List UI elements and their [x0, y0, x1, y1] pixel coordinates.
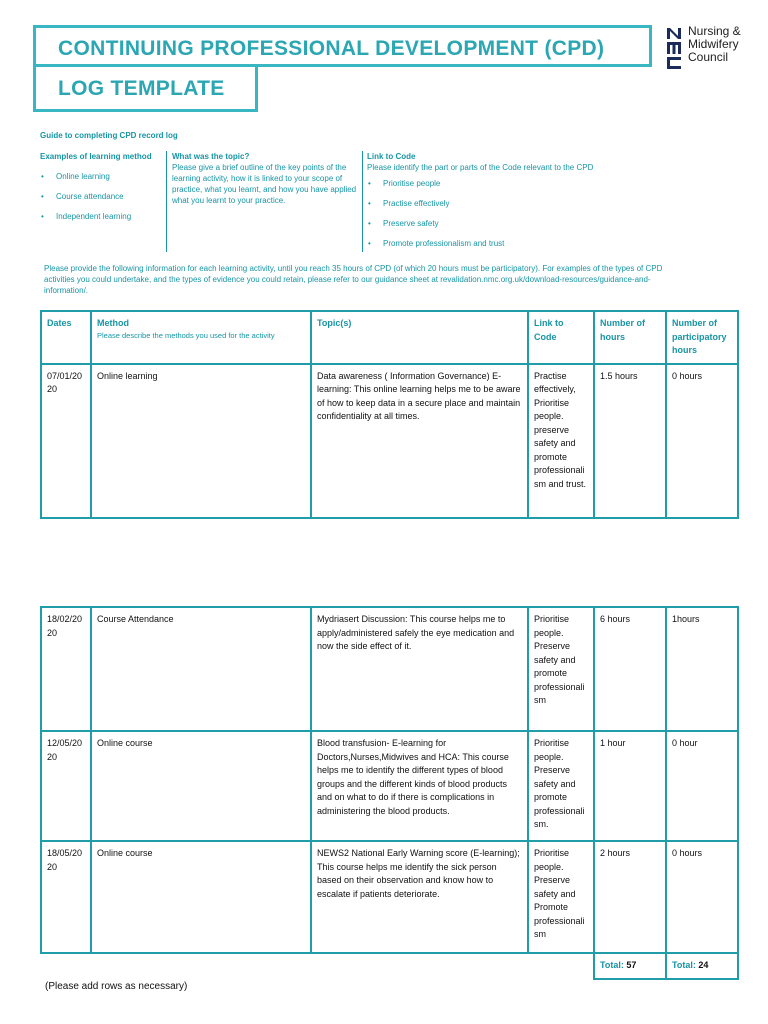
instructions-text: Please provide the following information for each learning activity, until you reach 35 hours of CPD (of which 20 hours must be participatory). For examples of the types of CPD activities you could undertake, and the types of evidence you could retain, please refer to our guidance sheet at revalidation.nmc.org.uk/download-resources/guidance-and-information/.	[44, 264, 663, 295]
cell-hours: 6 hours	[594, 607, 666, 731]
header-dates: Dates	[41, 311, 91, 364]
table-header-row	[41, 311, 738, 364]
cpd-log-table-continued	[40, 606, 739, 980]
footer-note: (Please add rows as necessary)	[45, 981, 188, 992]
page-subtitle: LOG TEMPLATE	[58, 77, 225, 100]
cell-topic: Mydriasert Discussion: This course helps me to apply/administered safely the eye medication and now the side effect of it.	[311, 607, 528, 731]
cell-link: Prioritise people. Preserve safety and promote professionali sm	[528, 607, 594, 731]
table-row	[41, 364, 738, 518]
title-banner	[33, 25, 652, 67]
page-title: CONTINUING PROFESSIONAL DEVELOPMENT (CPD)	[58, 37, 605, 60]
cell-method: Online learning	[91, 364, 311, 518]
code-column	[362, 151, 627, 252]
cell-method: Online course	[91, 731, 311, 841]
header-topics: Topic(s)	[311, 311, 528, 364]
code-heading: Link to Code	[367, 152, 416, 161]
method-item: • Online learning	[40, 171, 165, 182]
header-method: Method Please describe the methods you used for the activity	[91, 311, 311, 364]
topic-text: Please give a brief outline of the key points of the learning activity, how it is linked to your scope of practice, what you learnt, and how you have applied what you learnt to your practice.	[172, 163, 357, 205]
header-method-sub: Please describe the methods you used for the activity	[97, 330, 275, 340]
cpd-log-table	[40, 310, 739, 519]
cell-participatory: 0 hours	[666, 841, 738, 953]
code-text: Please identify the part or parts of the Code relevant to the CPD	[367, 163, 594, 172]
code-item: • Practise effectively	[367, 198, 627, 209]
cell-hours: 2 hours	[594, 841, 666, 953]
cell-participatory: 0 hours	[666, 364, 738, 518]
cell-link: Prioritise people. Preserve safety and promote professionali sm.	[528, 731, 594, 841]
nmc-logo-mark	[667, 26, 681, 70]
table-row	[41, 841, 738, 953]
table-row	[41, 607, 738, 731]
cell-link: Prioritise people. Preserve safety and Promote professionali sm	[528, 841, 594, 953]
table-row	[41, 731, 738, 841]
subtitle-banner	[33, 67, 258, 112]
method-item: • Course attendance	[40, 191, 165, 202]
methods-column	[40, 151, 165, 222]
header-hours: Number of hours	[594, 311, 666, 364]
logo-line: Midwifery	[688, 37, 739, 51]
cell-method: Online course	[91, 841, 311, 953]
topic-column	[166, 151, 364, 252]
cell-date: 18/05/20 20	[41, 841, 91, 953]
logo-wordmark	[688, 25, 741, 64]
cell-link: Practise effectively, Prioritise people. preserve safety and promote professionali sm and trust.	[528, 364, 594, 518]
cell-date: 18/02/20 20	[41, 607, 91, 731]
cell-hours: 1 hour	[594, 731, 666, 841]
total-participatory: Total: 24	[666, 953, 738, 979]
nmc-logo	[667, 26, 762, 72]
code-item: • Promote professionalism and trust	[367, 238, 627, 249]
cell-participatory: 0 hour	[666, 731, 738, 841]
topic-heading: What was the topic?	[172, 152, 250, 161]
cell-topic: NEWS2 National Early Warning score (E-learning); This course helps me identify the sick person based on their observation and know how to escalate if patients deteriorate.	[311, 841, 528, 953]
code-item: • Preserve safety	[367, 218, 627, 229]
cell-date: 12/05/20 20	[41, 731, 91, 841]
logo-line: Council	[688, 50, 729, 64]
header-link: Link to Code	[528, 311, 594, 364]
cell-method: Course Attendance	[91, 607, 311, 731]
code-item: • Prioritise people	[367, 178, 627, 189]
header-participatory: Number of participatory hours	[666, 311, 738, 364]
totals-spacer	[41, 953, 594, 979]
cell-topic: Blood transfusion- E-learning for Doctors,Nurses,Midwives and HCA: This course helps me to identify the different types of blood groups and the different kinds of blood products and on what to do if there is complications in administering the blood products.	[311, 731, 528, 841]
totals-row	[41, 953, 738, 979]
methods-heading: Examples of learning method	[40, 152, 152, 161]
cell-topic: Data awareness ( Information Governance) E-learning: This online learning helps me to be aware of how to keep data in a secure place and maintain confidentiality at all times.	[311, 364, 528, 518]
method-item: • Independent learning	[40, 211, 165, 222]
cell-participatory: 1hours	[666, 607, 738, 731]
cell-date: 07/01/20 20	[41, 364, 91, 518]
cell-hours: 1.5 hours	[594, 364, 666, 518]
total-hours: Total: 57	[594, 953, 666, 979]
logo-line: Nursing &	[688, 24, 741, 38]
guide-title: Guide to completing CPD record log	[40, 131, 178, 140]
